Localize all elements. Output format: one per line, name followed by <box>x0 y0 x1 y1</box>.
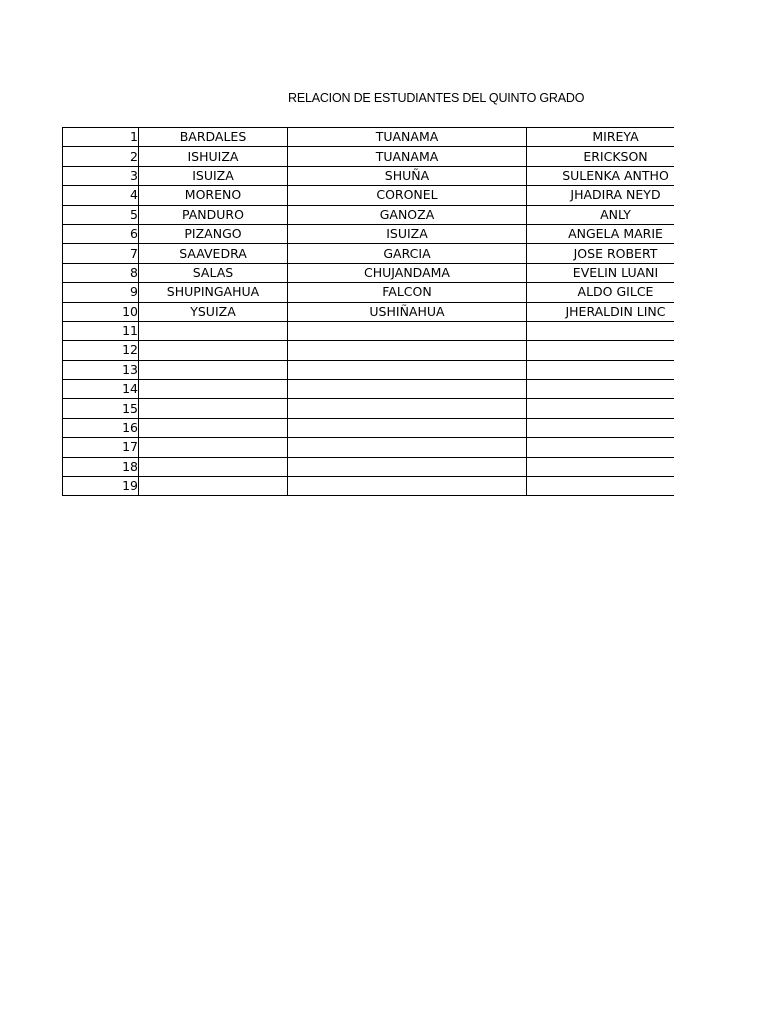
table-row <box>63 128 675 147</box>
nombres-cell <box>527 457 675 476</box>
apellido-paterno-cell <box>139 438 288 457</box>
apellido-paterno-cell <box>139 360 288 379</box>
row-number-cell: 18 <box>63 457 139 476</box>
document-title: RELACION DE ESTUDIANTES DEL QUINTO GRADO <box>288 91 585 105</box>
row-number-cell: 2 <box>63 147 139 166</box>
apellido-paterno-cell: YSUIZA <box>139 302 288 321</box>
table-row <box>63 399 675 418</box>
nombres-cell: ALDO GILCE <box>527 283 675 302</box>
apellido-materno-cell: GANOZA <box>288 205 527 224</box>
apellido-paterno-cell: BARDALES <box>139 128 288 147</box>
row-number-cell: 1 <box>63 128 139 147</box>
table-row <box>63 224 675 243</box>
apellido-materno-cell <box>288 380 527 399</box>
table-row <box>63 438 675 457</box>
row-number-cell: 10 <box>63 302 139 321</box>
apellido-materno-cell <box>288 399 527 418</box>
table-row <box>63 477 675 496</box>
apellido-paterno-cell: MORENO <box>139 186 288 205</box>
apellido-paterno-cell <box>139 457 288 476</box>
table-row <box>63 244 675 263</box>
row-number-cell: 6 <box>63 224 139 243</box>
nombres-cell <box>527 360 675 379</box>
apellido-materno-cell <box>288 360 527 379</box>
table-row <box>63 263 675 282</box>
apellido-materno-cell: FALCON <box>288 283 527 302</box>
nombres-cell <box>527 399 675 418</box>
apellido-materno-cell: TUANAMA <box>288 128 527 147</box>
row-number-cell: 19 <box>63 477 139 496</box>
nombres-cell <box>527 380 675 399</box>
apellido-paterno-cell <box>139 321 288 340</box>
apellido-paterno-cell: SALAS <box>139 263 288 282</box>
nombres-cell: JHERALDIN LINC <box>527 302 675 321</box>
row-number-cell: 11 <box>63 321 139 340</box>
apellido-materno-cell: SHUÑA <box>288 166 527 185</box>
nombres-cell: MIREYA <box>527 128 675 147</box>
nombres-cell <box>527 341 675 360</box>
apellido-paterno-cell: SAAVEDRA <box>139 244 288 263</box>
apellido-paterno-cell <box>139 477 288 496</box>
table-row <box>63 360 675 379</box>
row-number-cell: 9 <box>63 283 139 302</box>
apellido-materno-cell: TUANAMA <box>288 147 527 166</box>
apellido-materno-cell <box>288 341 527 360</box>
student-roster-sheet <box>62 127 674 497</box>
row-number-cell: 5 <box>63 205 139 224</box>
nombres-cell <box>527 418 675 437</box>
table-row <box>63 205 675 224</box>
table-row <box>63 147 675 166</box>
apellido-materno-cell <box>288 457 527 476</box>
nombres-cell <box>527 438 675 457</box>
row-number-cell: 4 <box>63 186 139 205</box>
apellido-materno-cell: CHUJANDAMA <box>288 263 527 282</box>
apellido-paterno-cell <box>139 418 288 437</box>
nombres-cell <box>527 321 675 340</box>
apellido-paterno-cell <box>139 399 288 418</box>
row-number-cell: 16 <box>63 418 139 437</box>
student-roster-table <box>62 127 674 496</box>
table-row <box>63 186 675 205</box>
nombres-cell: ERICKSON <box>527 147 675 166</box>
apellido-materno-cell <box>288 418 527 437</box>
table-row <box>63 302 675 321</box>
apellido-materno-cell: CORONEL <box>288 186 527 205</box>
roster-body <box>63 128 675 496</box>
apellido-paterno-cell: ISUIZA <box>139 166 288 185</box>
row-number-cell: 8 <box>63 263 139 282</box>
table-row <box>63 283 675 302</box>
table-row <box>63 166 675 185</box>
row-number-cell: 14 <box>63 380 139 399</box>
nombres-cell: ANGELA MARIE <box>527 224 675 243</box>
nombres-cell: JOSE ROBERT <box>527 244 675 263</box>
table-row <box>63 457 675 476</box>
nombres-cell: SULENKA ANTHO <box>527 166 675 185</box>
nombres-cell: EVELIN LUANI <box>527 263 675 282</box>
row-number-cell: 7 <box>63 244 139 263</box>
apellido-materno-cell: ISUIZA <box>288 224 527 243</box>
nombres-cell: ANLY <box>527 205 675 224</box>
apellido-paterno-cell <box>139 380 288 399</box>
row-number-cell: 17 <box>63 438 139 457</box>
row-number-cell: 15 <box>63 399 139 418</box>
apellido-paterno-cell: PANDURO <box>139 205 288 224</box>
apellido-paterno-cell: ISHUIZA <box>139 147 288 166</box>
row-number-cell: 12 <box>63 341 139 360</box>
apellido-paterno-cell <box>139 341 288 360</box>
table-row <box>63 321 675 340</box>
row-number-cell: 3 <box>63 166 139 185</box>
apellido-paterno-cell: SHUPINGAHUA <box>139 283 288 302</box>
apellido-materno-cell <box>288 477 527 496</box>
table-row <box>63 380 675 399</box>
apellido-materno-cell <box>288 321 527 340</box>
table-row <box>63 341 675 360</box>
row-number-cell: 13 <box>63 360 139 379</box>
apellido-materno-cell: GARCIA <box>288 244 527 263</box>
apellido-materno-cell <box>288 438 527 457</box>
apellido-paterno-cell: PIZANGO <box>139 224 288 243</box>
apellido-materno-cell: USHIÑAHUA <box>288 302 527 321</box>
nombres-cell <box>527 477 675 496</box>
table-row <box>63 418 675 437</box>
nombres-cell: JHADIRA NEYD <box>527 186 675 205</box>
